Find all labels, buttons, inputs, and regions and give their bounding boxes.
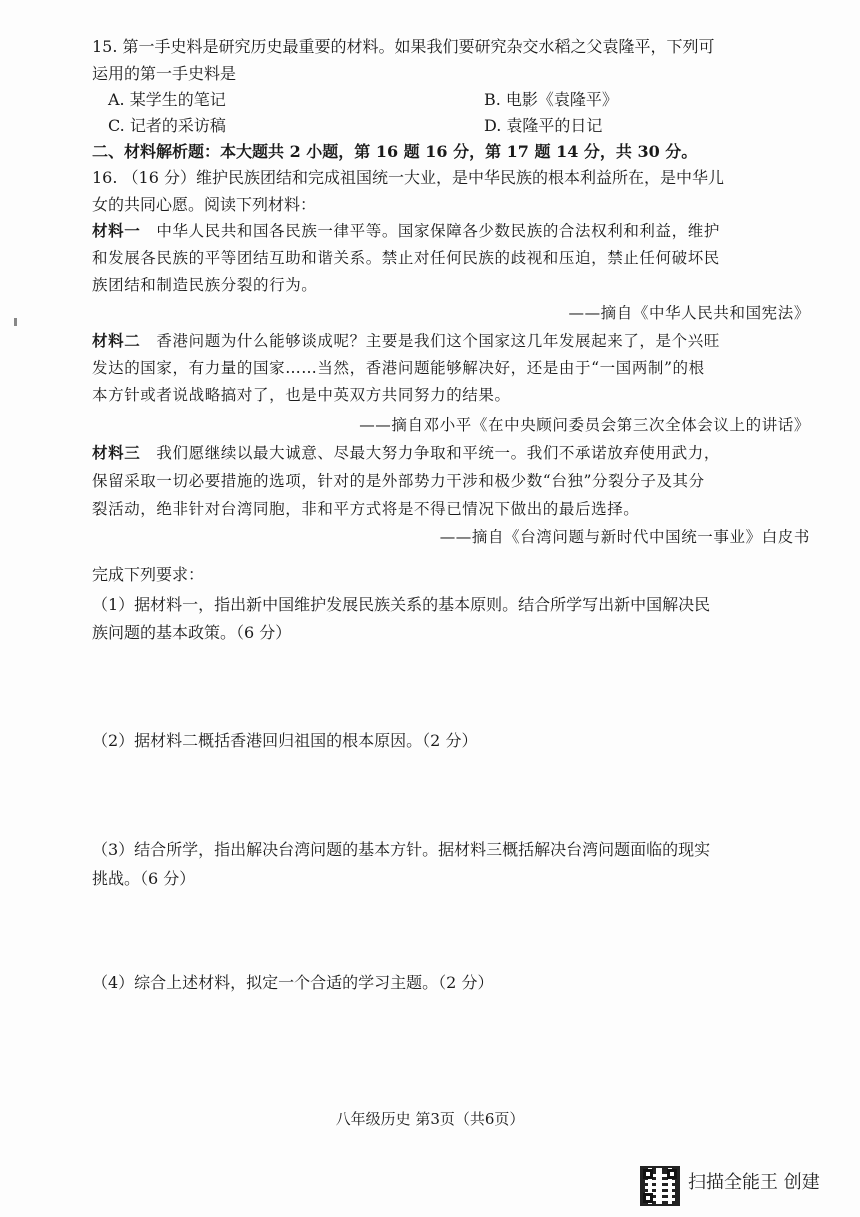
- q15-stem-line1: 15. 第一手史料是研究历史最重要的材料。如果我们要研究杂交水稻之父袁隆平，下列可: [92, 37, 715, 56]
- material-2-line1: [92, 328, 720, 354]
- material-1-line1: [92, 218, 720, 244]
- scanner-watermark: 扫描全能王 创建: [688, 1172, 820, 1193]
- q15-option-d: D. 袁隆平的日记: [484, 116, 603, 135]
- q16-stem-line1: 16. （16 分）维护民族团结和完成祖国统一大业，是中华民族的根本利益所在，是中华儿: [92, 168, 724, 187]
- section-heading: 二、材料解析题：本大题共 2 小题，第 16 题 16 分，第 17 题 14 分，共 30 分。: [92, 142, 698, 161]
- material-3-source: ——摘自《台湾问题与新时代中国统一事业》白皮书: [439, 528, 810, 546]
- material-3-text: 我们愿继续以最大诚意、尽最大努力争取和平统一。我们不承诺放弃使用武力，: [140, 444, 720, 462]
- q16-stem-line2: 女的共同心愿。阅读下列材料：: [92, 195, 317, 214]
- material-1-line3: 族团结和制造民族分裂的行为。: [92, 276, 318, 294]
- subquestion-4: （4）综合上述材料，拟定一个合适的学习主题。（2 分）: [92, 973, 494, 992]
- material-1-line2: 和发展各民族的平等团结互助和谐关系。禁止对任何民族的歧视和压迫，禁止任何破坏民: [92, 249, 720, 267]
- q15-option-a: A. 某学生的笔记: [108, 90, 226, 109]
- q15-option-c: C. 记者的采访稿: [108, 116, 226, 135]
- scan-speck: [14, 318, 17, 326]
- subquestion-3-line2: 挑战。（6 分）: [92, 869, 196, 888]
- material-2-label: 材料二: [92, 331, 141, 350]
- material-2-source: ——摘自邓小平《在中央顾问委员会第三次全体会议上的讲话》: [359, 416, 810, 434]
- qr-code-icon: [640, 1166, 680, 1206]
- material-3-line2: 保留采取一切必要措施的选项，针对的是外部势力干涉和极少数“台独”分裂分子及其分: [92, 472, 705, 490]
- subquestion-1-line1: （1）据材料一，指出新中国维护发展民族关系的基本原则。结合所学写出新中国解决民: [92, 595, 711, 614]
- subquestion-2: （2）据材料二概括香港回归祖国的根本原因。（2 分）: [92, 731, 478, 750]
- material-2-line3: 本方针或者说战略搞对了，也是中英双方共同努力的结果。: [92, 386, 511, 404]
- material-2-line2: 发达的国家，有力量的国家……当然，香港问题能够解决好，还是由于“一国两制”的根: [92, 359, 705, 377]
- material-1-text: 中华人民共和国各民族一律平等。国家保障各少数民族的合法权利和利益，维护: [140, 222, 720, 240]
- page-footer: 八年级历史 第3页（共6页）: [335, 1110, 525, 1128]
- q15-stem-line2: 运用的第一手史料是: [92, 64, 237, 83]
- material-1-source: ——摘自《中华人民共和国宪法》: [568, 304, 810, 322]
- material-1-label: 材料一: [92, 221, 141, 240]
- subquestion-3-line1: （3）结合所学，指出解决台湾问题的基本方针。据材料三概括解决台湾问题面临的现实: [92, 840, 711, 859]
- subquestion-1-line2: 族问题的基本政策。（6 分）: [92, 623, 292, 642]
- material-3-line1: [92, 440, 720, 466]
- material-2-text: 香港问题为什么能够谈成呢？主要是我们这个国家这几年发展起来了，是个兴旺: [140, 332, 720, 350]
- q15-option-b: B. 电影《袁隆平》: [484, 90, 618, 109]
- material-3-label: 材料三: [92, 443, 141, 462]
- task-instruction: 完成下列要求：: [92, 565, 205, 584]
- material-3-line3: 裂活动，绝非针对台湾同胞，非和平方式将是不得已情况下做出的最后选择。: [92, 500, 640, 518]
